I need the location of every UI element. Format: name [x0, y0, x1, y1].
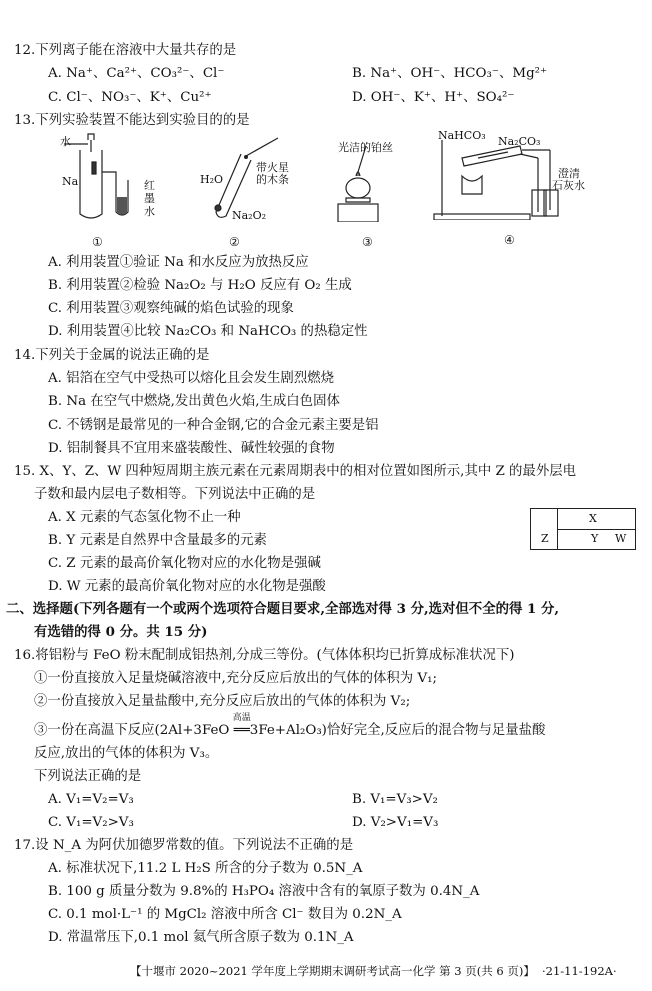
apparatus-figure-1: [50, 132, 170, 247]
q16-ask: 下列说法正确的是: [34, 769, 142, 784]
fig3-number: ③: [362, 235, 373, 249]
fig1-ink-label-1: 红: [144, 179, 155, 192]
q17-option-b: B. 100 g 质量分数为 9.8%的 H₃PO₄ 溶液中含有的氧原子数为 0.4N_A: [48, 884, 480, 899]
fig2-splint-label-1: 带火星: [256, 161, 289, 174]
q14-option-b: B. Na 在空气中燃烧,发出黄色火焰,生成白色固体: [48, 394, 340, 409]
q16-option-d: D. V₂>V₁=V₃: [352, 815, 439, 830]
q14-option-a: A. 铝箔在空气中受热可以熔化且会发生剧烈燃烧: [48, 371, 334, 386]
exam-code: ·21-11-192A·: [542, 964, 617, 978]
fig4-nahco3-label: NaHCO₃: [438, 129, 486, 142]
fig2-na2o2-label: Na₂O₂: [232, 209, 267, 222]
q17-option-c: C. 0.1 mol·L⁻¹ 的 MgCl₂ 溶液中所含 Cl⁻ 数目为 0.2N_A: [48, 907, 402, 922]
q17-option-d: D. 常温常压下,0.1 mol 氦气所含原子数为 0.1N_A: [48, 930, 354, 945]
q12-option-b: B. Na⁺、OH⁻、HCO₃⁻、Mg²⁺: [352, 66, 548, 81]
q14-option-d: D. 铝制餐具不宜用来盛装酸性、碱性较强的食物: [48, 441, 335, 456]
fig2-number: ②: [229, 235, 240, 249]
q12-option-d: D. OH⁻、K⁺、H⁺、SO₄²⁻: [352, 90, 515, 105]
q15-option-a: A. X 元素的气态氢化物不止一种: [48, 510, 241, 525]
q16-statement-3-part-1: ③一份在高温下反应(2Al+3FeO: [34, 723, 234, 738]
element-x: X: [589, 512, 597, 525]
reaction-condition: [232, 713, 251, 738]
fig1-na-label: Na: [62, 175, 79, 188]
apparatus-figure-3: [328, 132, 408, 247]
q14-stem: 14.下列关于金属的说法正确的是: [14, 348, 210, 363]
q13-stem: 13.下列实验装置不能达到实验目的的是: [14, 113, 250, 128]
q15-stem-line-1: 15. X、Y、Z、W 四种短周期主族元素在元素周期表中的相对位置如图所示,其中 Z 的最外层电: [14, 464, 576, 479]
fig4-na2co3-label: Na₂CO₃: [498, 135, 541, 148]
section-2-heading-line-1: 二、选择题(下列各题有一个或两个选项符合题目要求,全部选对得 3 分,选对但不全的得 1 分,: [6, 601, 560, 617]
q17-option-a: A. 标准状况下,11.2 L H₂S 所含的分子数为 0.5N_A: [48, 861, 363, 876]
q12-stem: 12.下列离子能在溶液中大量共存的是: [14, 43, 237, 58]
fig2-h2o-label: H₂O: [200, 173, 224, 186]
q12-option-a: A. Na⁺、Ca²⁺、CO₃²⁻、Cl⁻: [48, 66, 225, 81]
apparatus-figure-2: [196, 132, 296, 247]
q16-stem: 16.将铝粉与 FeO 粉末配制成铝热剂,分成三等份。(气体体积均已折算成标准状况下): [14, 648, 515, 663]
section-2-heading-line-2: 有选错的得 0 分。共 15 分): [34, 624, 208, 640]
fig1-number: ①: [92, 235, 103, 249]
q16-option-c: C. V₁=V₂>V₃: [48, 815, 134, 830]
fig1-ink-label-2: 墨: [144, 192, 155, 205]
fig3-wire-label: 光洁的铂丝: [338, 141, 393, 154]
q15-stem-line-2: 子数和最内层电子数相等。下列说法中正确的是: [34, 487, 316, 502]
q13-option-b: B. 利用装置②检验 Na₂O₂ 与 H₂O 反应有 O₂ 生成: [48, 278, 352, 293]
fig1-water-label: 水: [60, 135, 71, 148]
fig1-ink-label-3: 水: [144, 205, 155, 218]
fig4-number: ④: [504, 233, 515, 247]
q13-option-c: C. 利用装置③观察纯碱的焰色试验的现象: [48, 301, 294, 316]
element-z: Z: [541, 532, 549, 545]
high-temperature-label: 高温: [232, 713, 251, 723]
q13-option-d: D. 利用装置④比较 Na₂CO₃ 和 NaHCO₃ 的热稳定性: [48, 324, 368, 339]
q16-option-a: A. V₁=V₂=V₃: [48, 792, 134, 807]
q16-statement-2: ②一份直接放入足量盐酸中,充分反应后放出的气体的体积为 V₂;: [34, 694, 411, 709]
periodic-table-fragment: [530, 508, 636, 550]
q16-statement-3: [34, 713, 546, 738]
q14-option-c: C. 不锈钢是最常见的一种合金钢,它的合金元素主要是铝: [48, 418, 379, 433]
fig2-splint-label-2: 的木条: [256, 173, 289, 186]
element-y: Y: [591, 532, 599, 545]
q16-statement-1: ①一份直接放入足量烧碱溶液中,充分反应后放出的气体的体积为 V₁;: [34, 671, 437, 686]
q13-option-a: A. 利用装置①验证 Na 和水反应为放热反应: [48, 255, 309, 270]
page-footer: 【十堰市 2020~2021 学年度上学期期末调研考试高一化学 第 3 页(共 6 页)】: [130, 964, 535, 978]
q17-stem: 17.设 N_A 为阿伏加德罗常数的值。下列说法不正确的是: [14, 838, 354, 853]
q15-option-b: B. Y 元素是自然界中含量最多的元素: [48, 533, 267, 548]
element-w: W: [615, 532, 627, 545]
apparatus-figure-4: [432, 128, 592, 247]
q16-statement-3-part-2: 3Fe+Al₂O₃)恰好完全,反应后的混合物与足量盐酸: [249, 723, 546, 738]
fig4-lime-label-1: 澄清: [558, 167, 580, 180]
q16-option-b: B. V₁=V₃>V₂: [352, 792, 438, 807]
q15-option-d: D. W 元素的最高价氧化物对应的水化物是强酸: [48, 579, 326, 594]
q15-option-c: C. Z 元素的最高价氧化物对应的水化物是强碱: [48, 556, 321, 571]
fig4-lime-label-2: 石灰水: [552, 179, 585, 192]
q12-option-c: C. Cl⁻、NO₃⁻、K⁺、Cu²⁺: [48, 90, 212, 105]
q16-statement-3-cont: 反应,放出的气体的体积为 V₃。: [34, 746, 219, 761]
reaction-arrow: ══: [233, 723, 250, 738]
